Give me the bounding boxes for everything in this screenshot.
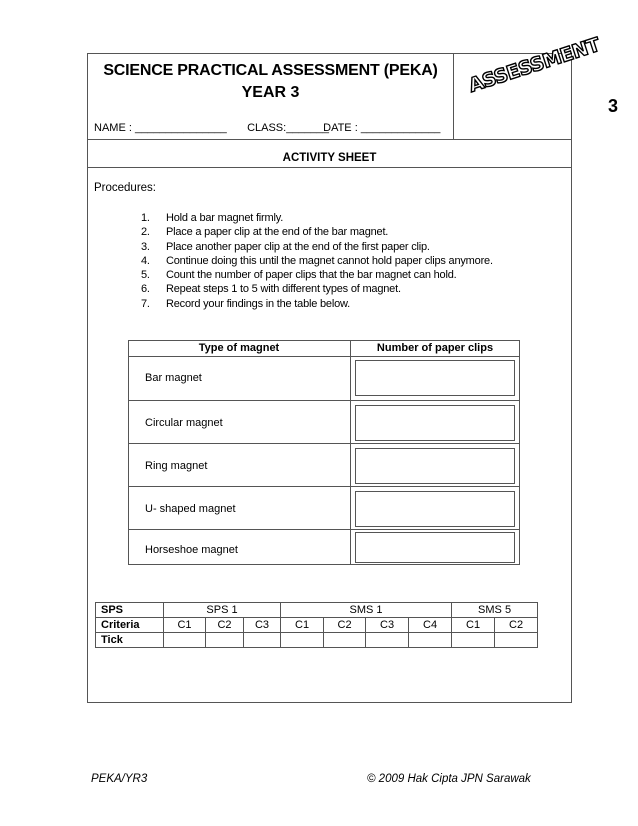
procedures-label: Procedures: (94, 182, 157, 194)
tick-cell[interactable] (324, 633, 366, 648)
tick-label: Tick (96, 633, 164, 648)
sps-row (96, 603, 538, 618)
class-field[interactable]: CLASS:_______ (247, 122, 330, 134)
tick-cell[interactable] (164, 633, 206, 648)
type-of-magnet-header: Type of magnet (198, 342, 280, 354)
name-field[interactable]: NAME : _______________ (94, 122, 227, 134)
magnet-type-label: U- shaped magnet (145, 503, 236, 515)
paper-clip-count-box[interactable] (355, 532, 515, 563)
paper-clip-count-box[interactable] (355, 405, 515, 441)
sps-label: SPS (96, 603, 164, 618)
tick-cell[interactable] (244, 633, 281, 648)
magnet-type-label: Ring magnet (145, 460, 208, 472)
criteria-cell: C2 (206, 618, 244, 633)
magnet-type-label: Bar magnet (145, 372, 202, 384)
criteria-cell: C2 (495, 618, 538, 633)
magnet-type-label: Circular magnet (145, 417, 223, 429)
procedure-step: 5. Count the number of paper clips that the bar magnet can hold. (141, 269, 457, 282)
procedure-step: 1. Hold a bar magnet firmly. (141, 212, 284, 224)
page-number: 3 (608, 96, 619, 116)
criteria-label: Criteria (96, 618, 164, 633)
paper-clip-count-box[interactable] (355, 448, 515, 484)
paper-clip-count-box[interactable] (355, 491, 515, 527)
worksheet-frame (87, 33, 603, 703)
table-row (129, 356, 519, 400)
magnet-table-header (129, 341, 519, 357)
group-header: SMS 5 (452, 603, 538, 618)
criteria-cell: C3 (244, 618, 281, 633)
activity-row (88, 139, 571, 168)
procedure-step: 6. Repeat steps 1 to 5 with different types of magnet. (141, 283, 401, 296)
tick-row (96, 633, 538, 648)
assessment-stamp (466, 34, 603, 97)
group-header: SPS 1 (164, 603, 281, 618)
table-row (129, 529, 519, 565)
student-fields (94, 122, 440, 134)
magnet-type-label: Horseshoe magnet (145, 544, 238, 556)
criteria-cell: C1 (452, 618, 495, 633)
year-title: YEAR 3 (241, 84, 300, 101)
criteria-cell: C1 (281, 618, 324, 633)
procedure-steps (141, 211, 493, 311)
magnet-results-table (128, 340, 520, 565)
procedure-step: 4. Continue doing this until the magnet cannot hold paper clips anymore. (141, 254, 493, 267)
procedure-step: 3. Place another paper clip at the end of the first paper clip. (141, 240, 430, 253)
tick-cell[interactable] (452, 633, 495, 648)
tick-cell[interactable] (206, 633, 244, 648)
date-field[interactable]: DATE : _____________ (323, 122, 441, 134)
paper-clips-header: Number of paper clips (376, 342, 494, 354)
activity-title: ACTIVITY SHEET (282, 152, 377, 164)
criteria-cell: C3 (366, 618, 409, 633)
tick-cell[interactable] (366, 633, 409, 648)
assessment-stamp-text: ASSESSMENT (466, 33, 603, 97)
page-title: SCIENCE PRACTICAL ASSESSMENT (PEKA) (103, 62, 438, 79)
scoring-table (95, 602, 538, 648)
criteria-cell: C1 (164, 618, 206, 633)
table-row (129, 486, 519, 530)
criteria-cell: C2 (324, 618, 366, 633)
footer-code: PEKA/YR3 (91, 773, 148, 785)
header-section (88, 33, 603, 140)
footer-copyright: © 2009 Hak Cipta JPN Sarawak (367, 773, 531, 785)
table-row (129, 400, 519, 444)
procedure-step: 7. Record your findings in the table below. (141, 297, 351, 310)
table-row (129, 443, 519, 487)
paper-clip-count-box[interactable] (355, 360, 515, 396)
tick-cell[interactable] (281, 633, 324, 648)
tick-cell[interactable] (495, 633, 538, 648)
header-title-cell (88, 54, 454, 139)
procedure-step: 2. Place a paper clip at the end of the bar magnet. (141, 226, 389, 239)
criteria-row (96, 618, 538, 633)
criteria-cell: C4 (409, 618, 452, 633)
group-header: SMS 1 (281, 603, 452, 618)
tick-cell[interactable] (409, 633, 452, 648)
